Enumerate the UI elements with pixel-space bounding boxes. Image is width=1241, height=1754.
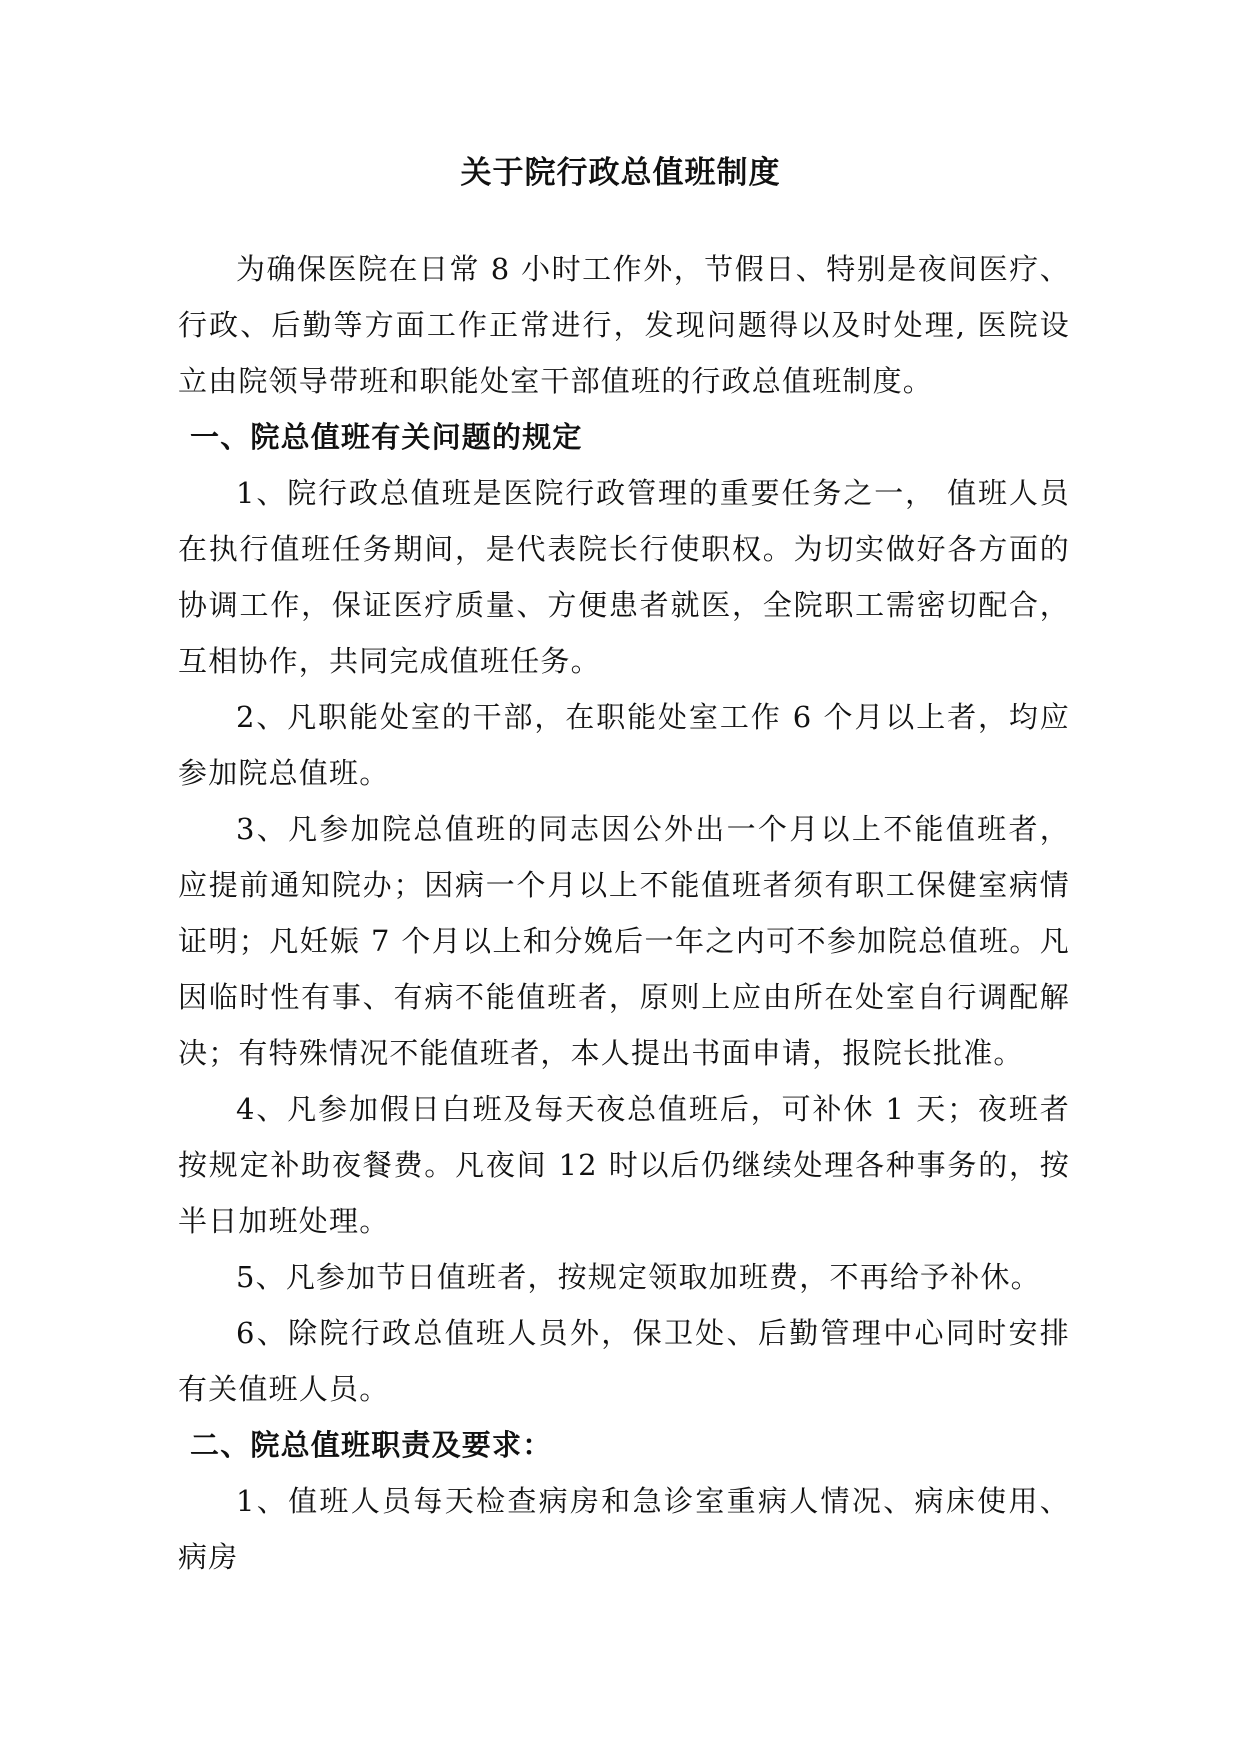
section-1-item-5: 5、凡参加节日值班者，按规定领取加班费，不再给予补休。 — [236, 1260, 1041, 1294]
document-body — [178, 241, 1070, 1585]
section-1-heading: 一、院总值班有关问题的规定 — [190, 420, 583, 454]
document-title: 关于院行政总值班制度 — [460, 155, 781, 191]
section-1-item-2: 2、凡职能处室的干部，在职能处室工作 6 个月以上者，均应参加院总值班。 — [178, 700, 1070, 790]
section-2-heading: 二、院总值班职责及要求： — [190, 1428, 553, 1462]
section-1-item-1: 1、院行政总值班是医院行政管理的重要任务之一， 值班人员在执行值班任务期间，是代表院长行使职权。为切实做好各方面的协调工作，保证医疗质量、方便患者就医，全院职工需密切配合，互相协作，共同完成值班任务。 — [178, 476, 1070, 678]
section-1-item-6: 6、除院行政总值班人员外，保卫处、后勤管理中心同时安排有关值班人员。 — [178, 1316, 1070, 1406]
section-1-item-3: 3、凡参加院总值班的同志因公外出一个月以上不能值班者，应提前通知院办；因病一个月以上不能值班者须有职工保健室病情证明；凡妊娠 7 个月以上和分娩后一年之内可不参加院总值班。凡因临时性有事、有病不能值班者，原则上应由所在处室自行调配解决；有特殊情况不能值班者，本人提出书面申请，报院长批准。 — [178, 812, 1070, 1070]
intro-paragraph: 为确保医院在日常 8 小时工作外，节假日、特别是夜间医疗、行政、后勤等方面工作正常进行，发现问题得以及时处理, 医院设立由院领导带班和职能处室干部值班的行政总值班制度。 — [178, 252, 1070, 398]
section-1-item-4: 4、凡参加假日白班及每天夜总值班后，可补休 1 天；夜班者按规定补助夜餐费。凡夜间 12 时以后仍继续处理各种事务的，按半日加班处理。 — [178, 1092, 1070, 1238]
section-2-item-1: 1、值班人员每天检查病房和急诊室重病人情况、病床使用、病房 — [178, 1484, 1070, 1574]
